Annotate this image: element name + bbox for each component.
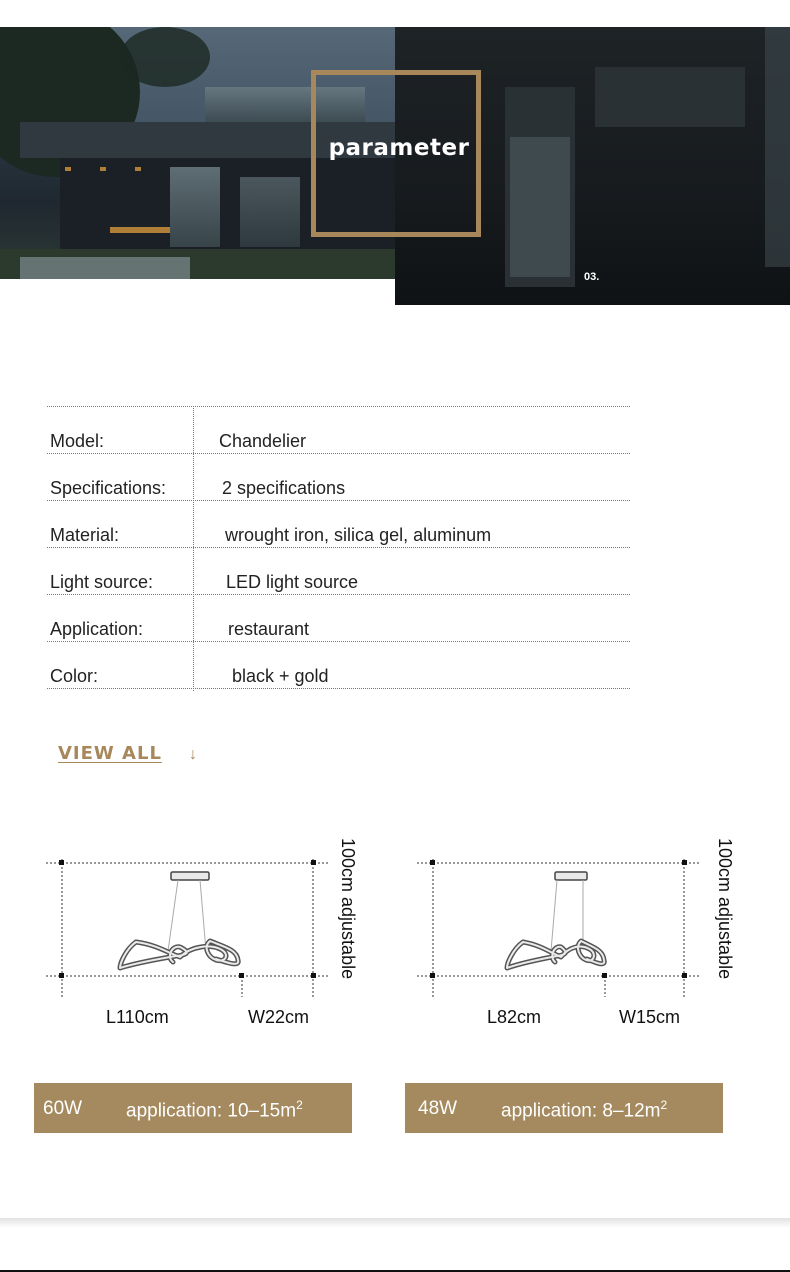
chandelier-60w-drawing [40,835,340,1015]
spec-row-application [47,595,630,642]
spec-row-model [47,407,630,454]
view-all-link[interactable]: VIEW ALL [58,743,162,764]
arrow-down-icon: ↓ [189,746,197,763]
spec-column-divider [193,406,194,691]
spec-label: Model: [50,431,105,451]
spec-value: black + gold [232,666,329,686]
spec-label: Color: [50,666,99,686]
spec-row-specifications [47,454,630,501]
dimension-diagram-1 [40,835,400,1035]
length-label: L82cm [487,1007,542,1027]
height-label: 100cm adjustable [338,838,358,980]
hero-title: parameter [328,135,470,161]
spec-value: 2 specifications [222,478,346,498]
application-area: application: $8-12m^2$ [501,1098,668,1122]
power-bar-48w [405,1083,723,1133]
spec-value: wrought iron, silica gel, aluminum [225,525,492,545]
application-area: application: $10-15m^2$ [126,1098,303,1122]
width-label: W15cm [619,1007,681,1027]
spec-row-material [47,501,630,548]
spec-label: Application: [50,619,144,639]
section-separator [0,1218,790,1228]
spec-value: restaurant [228,619,310,639]
spec-row-light-source [47,548,630,595]
wattage: 60W [43,1098,83,1119]
spec-label: Specifications: [50,478,167,498]
spec-value: LED light source [226,572,359,592]
spec-row-color [47,642,630,689]
section-number: 03. [584,271,600,283]
height-label: 100cm adjustable [715,838,735,980]
spec-label: Material: [50,525,120,545]
spec-table [47,406,630,689]
spec-value: Chandelier [219,431,307,451]
power-bar-60w [34,1083,352,1133]
wattage: 48W [418,1098,458,1119]
length-label: L110cm [106,1007,169,1027]
chandelier-48w-drawing [411,835,711,1015]
hero-banner [0,27,790,305]
dimension-diagram-2 [411,835,771,1035]
spec-label: Light source: [50,572,154,592]
width-label: W22cm [248,1007,310,1027]
